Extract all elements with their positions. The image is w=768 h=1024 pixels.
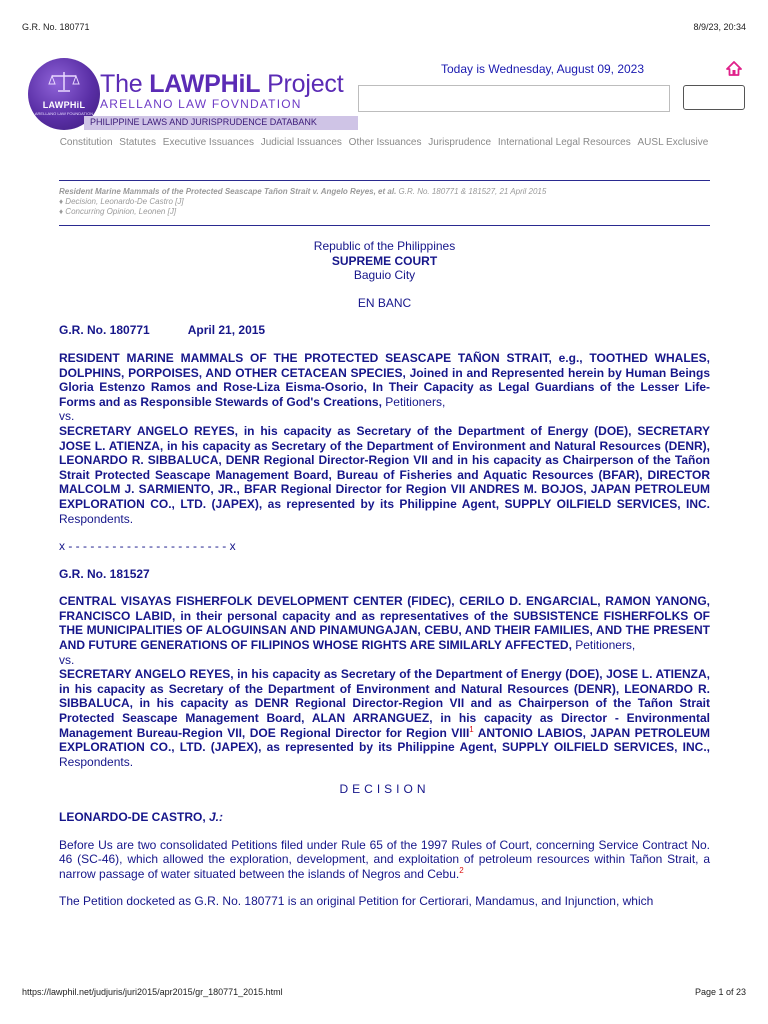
case-number-line — [59, 323, 710, 338]
scales-of-justice-icon — [48, 70, 80, 94]
body-paragraph-2: The Petition docketed as G.R. No. 180771 is an original Petition for Certiorari, Mandamus, and Injunction, which — [59, 894, 654, 909]
body-paragraph-1 — [59, 838, 710, 882]
petitioners-label-1: Petitioners, — [381, 394, 446, 409]
print-header — [22, 22, 746, 36]
court-name: SUPREME COURT — [331, 253, 438, 268]
respondents-label-1: Respondents. — [59, 511, 134, 526]
petitioners-2: CENTRAL VISAYAS FISHERFOLK DEVELOPMENT CENTER (FIDEC), CERILO D. ENGARCIAL, RAMON YANONG, FRANCISCO LABID, in their personal capacity and as representatives of the SUBSISTENCE FISHERFOLKS OF THE MUNICIPALITIES OF ALOGUINSAN AND PINAMUNGAJAN, CEBU, AND THEIR FAMILIES, AND THE PRESENT AND FUTURE GENERATIONS OF FILIPINOS WHOSE RIGHTS ARE SIMILARLY AFFECTED, — [59, 594, 710, 653]
division: EN BANC — [357, 295, 412, 310]
main-nav — [0, 137, 768, 148]
ponente-name: LEONARDO-DE CASTRO, — [59, 810, 206, 824]
logo-sub: ARELLANO LAW FOUNDATION — [34, 111, 94, 116]
print-footer — [22, 987, 746, 1001]
breadcrumb-case-ref: G.R. No. 180771 & 181527, 21 April 2015 — [396, 187, 547, 196]
case-number-2: G.R. No. 181527 — [59, 566, 150, 581]
case-number: G.R. No. 180771 — [59, 323, 150, 338]
print-header-title: G.R. No. 180771 — [22, 22, 90, 32]
respondents-1: SECRETARY ANGELO REYES, in his capacity as Secretary of the Department of Energy (DOE), SECRETARY JOSE L. ATIENZA, in his capacity as Secretary of the Department of Environment and Natural Resources (DENR), LEONARDO R. SIBBALUCA, DENR Regional Director-Region VII and in his capacity as Chairperson of the Tañon Strait Protected Seascape Management Board, Bureau of Fisheries and Aquatic Resources (BFAR), DIRECTOR MALCOLM J. SARMIENTO, JR., BFAR Regional Director for Region VII ANDRES M. BOJOS, JAPAN PETROLEUM EXPLORATION CO., LTD. (JAPEX), as represented by its Philippine Agent, SUPPLY OILFIELD SERVICES, INC. — [59, 423, 710, 511]
site-title[interactable] — [100, 70, 343, 99]
home-icon[interactable] — [726, 61, 742, 77]
site-title-post: Project — [260, 70, 344, 98]
site-databank-label: PHILIPPINE LAWS AND JURISPRUDENCE DATABANK — [90, 117, 317, 127]
breadcrumb-case-title[interactable]: Resident Marine Mammals of the Protected Seascape Tañon Strait v. Angelo Reyes, et al. — [59, 187, 397, 196]
ponente-line — [59, 810, 710, 825]
nav-ausl-exclusive[interactable]: AUSL Exclusive — [637, 137, 709, 148]
nav-jurisprudence[interactable]: Jurisprudence — [428, 137, 492, 148]
today-date: Today is Wednesday, August 09, 2023 — [441, 62, 645, 76]
search-input[interactable] — [358, 85, 670, 112]
court-city: Baguio City — [353, 268, 416, 283]
site-title-bold: LAWPHiL — [149, 70, 261, 98]
nav-other-issuances[interactable]: Other Issuances — [348, 137, 422, 148]
case-date: April 21, 2015 — [187, 323, 266, 338]
respondents-paragraph-1 — [59, 424, 710, 526]
nav-international-legal-resources[interactable]: International Legal Resources — [497, 137, 631, 148]
breadcrumb-link-decision[interactable]: ♦ Decision, Leonardo-De Castro [J] — [59, 197, 184, 206]
footnote-1-link[interactable]: 1 — [469, 724, 474, 734]
case-separator: x - - - - - - - - - - - - - - - - - - - - - - x — [59, 539, 236, 554]
decision-heading: DECISION — [339, 782, 430, 797]
divider-top — [59, 180, 710, 181]
site-title-pre: The — [100, 70, 150, 98]
nav-statutes[interactable]: Statutes — [119, 137, 156, 148]
nav-judicial-issuances[interactable]: Judicial Issuances — [260, 137, 342, 148]
breadcrumb-link-concurring[interactable]: ♦ Concurring Opinion, Leonen [J] — [59, 207, 177, 216]
nav-constitution[interactable]: Constitution — [59, 137, 113, 148]
print-header-timestamp: 8/9/23, 20:34 — [693, 22, 746, 32]
respondents-label-2: Respondents. — [59, 754, 134, 769]
versus-1: vs. — [59, 409, 75, 424]
respondents-paragraph-2 — [59, 667, 710, 769]
body-text-1: Before Us are two consolidated Petitions filed under Rule 65 of the 1997 Rules of Court, concerning Service Contract No. 46 (SC-46), which allowed the exploration, development, and exploitation of petroleum resources within Tañon Strait, a narrow passage of water situated between the islands of Negros and Cebu. — [59, 837, 710, 881]
site-subtitle: ARELLANO LAW FOVNDATION — [100, 97, 302, 111]
respondents-2a: SECRETARY ANGELO REYES, in his capacity as Secretary of the Department of Energy (DOE), JOSE L. ATIENZA, in his capacity as Secretary of the Department of Environment and Natural Resources (DENR), LEONARDO R. SIBBALUCA, in his capacity as DENR Regional Director-Region VII and as Chairperson of the Tañon Strait Protected Seascape Management Board, ALAN ARRANGUEZ, in his capacity as Director - Environmental Management Bureau-Region VII, DOE Regional Director for Region VIII — [59, 667, 710, 740]
petitioners-paragraph-2 — [59, 594, 710, 652]
print-footer-page: Page 1 of 23 — [694, 987, 746, 997]
republic-line: Republic of the Philippines — [313, 239, 456, 253]
print-footer-url: https://lawphil.net/judjuris/juri2015/apr2015/gr_180771_2015.html — [22, 987, 283, 997]
nav-executive-issuances[interactable]: Executive Issuances — [162, 137, 254, 148]
petitioners-label-2: Petitioners, — [571, 638, 636, 653]
site-databank-bar — [84, 116, 358, 130]
footnote-2-link[interactable]: 2 — [459, 865, 464, 875]
divider-bottom — [59, 225, 710, 226]
decision-document — [59, 239, 710, 909]
breadcrumb — [59, 187, 710, 217]
respondents-2b: ANTONIO LABIOS, JAPAN PETROLEUM EXPLORATION CO., LTD. (JAPEX), as represented by its Philippine Agent, SUPPLY OILFIELD SERVICES, INC., — [59, 725, 710, 755]
petitioners-paragraph-1 — [59, 351, 710, 409]
versus-2: vs. — [59, 652, 75, 667]
logo-word: LAWPHiL — [42, 100, 86, 110]
search-button[interactable] — [683, 85, 745, 110]
petitioners-1: RESIDENT MARINE MAMMALS OF THE PROTECTED SEASCAPE TAÑON STRAIT, e.g., TOOTHED WHALES, DOLPHINS, PORPOISES, AND OTHER CETACEAN SPECIES, Joined in and Represented herein by Human Beings Gloria Estenzo Ramos and Rose-Liza Eisma-Osorio, In Their Capacity as Legal Guardians of the Lesser Life-Forms and as Responsible Stewards of God's Creations, — [59, 350, 710, 409]
ponente-title: J.: — [205, 810, 224, 824]
